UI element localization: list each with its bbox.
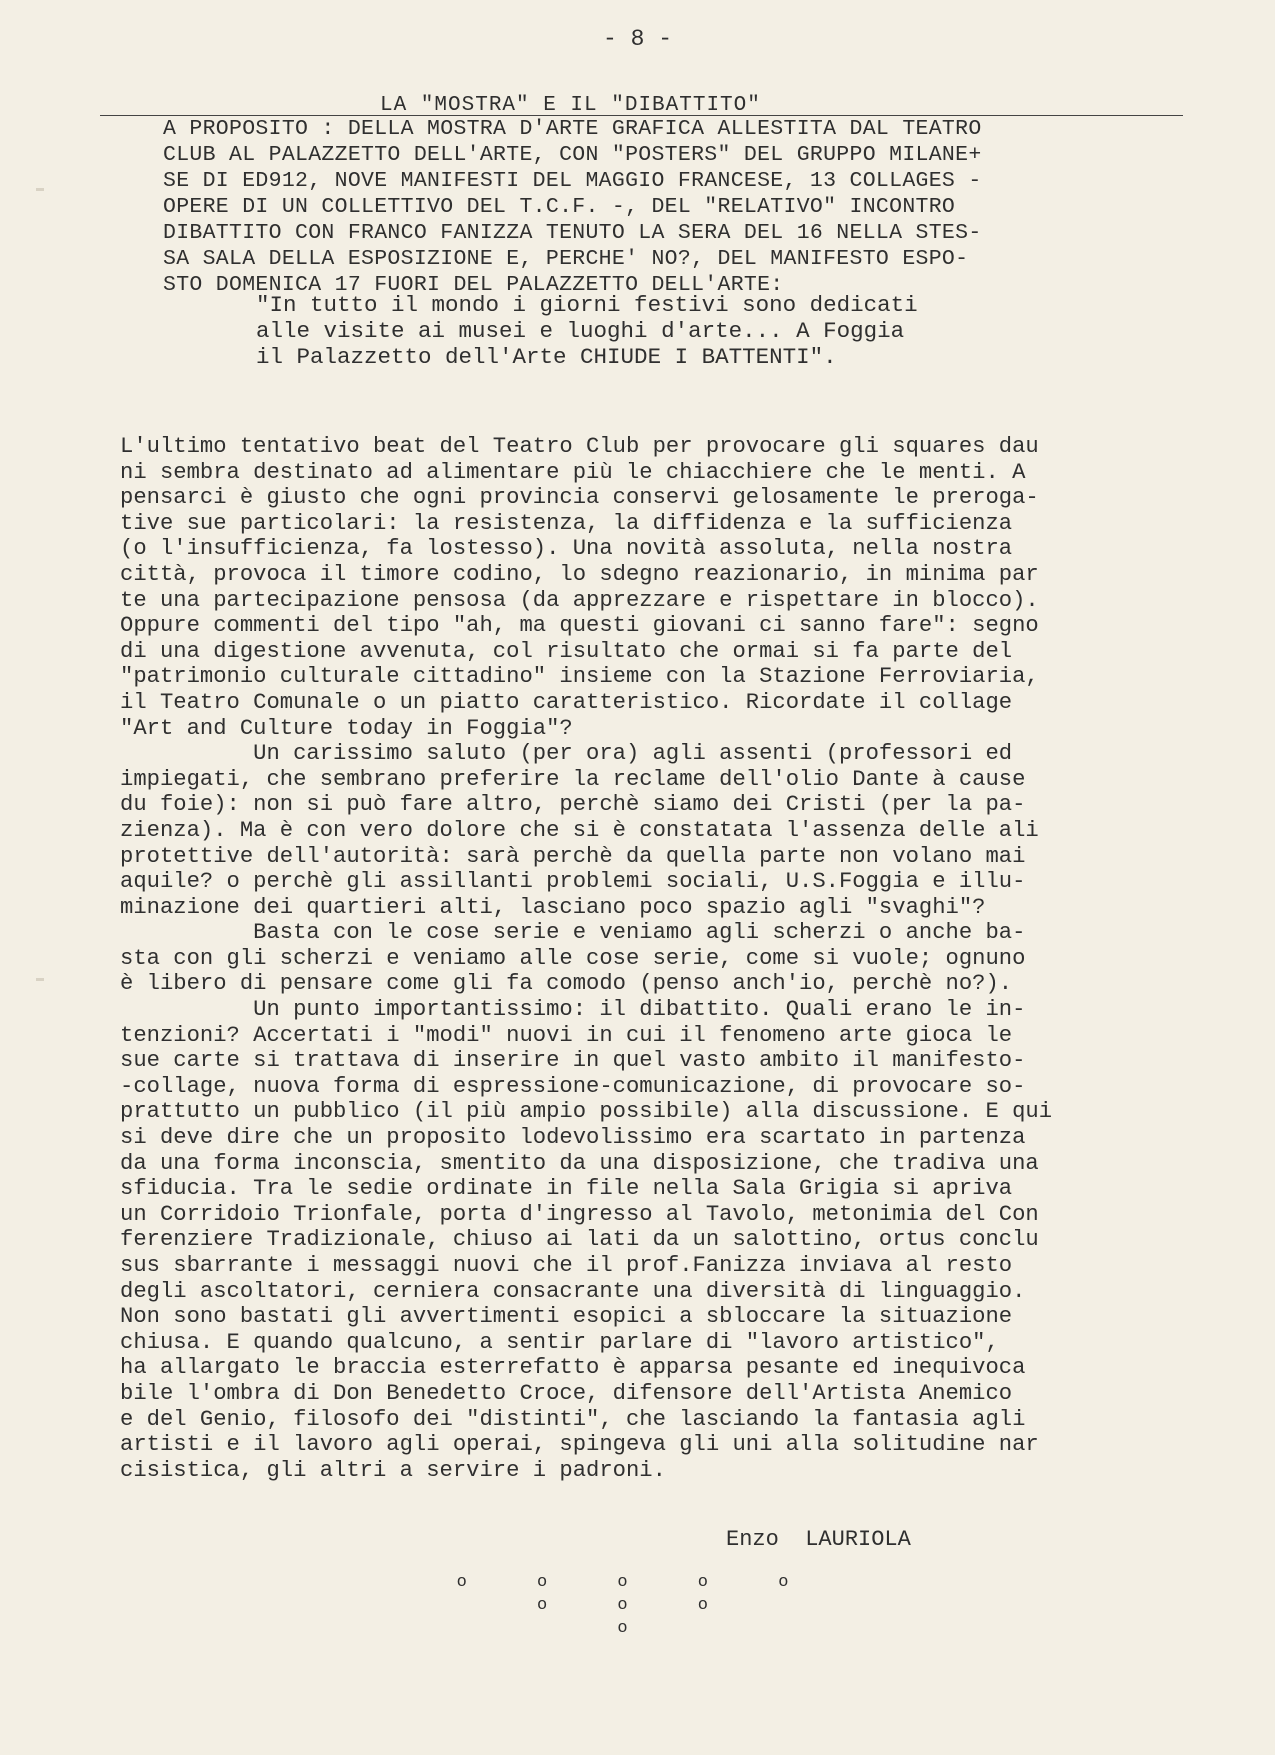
- body-line: degli ascoltatori, cerniera consacrante una diversità di linguaggio.: [120, 1278, 1026, 1304]
- body-line: artisti e il lavoro agli operai, spingeva gli uni alla solitudine nar: [120, 1432, 1039, 1458]
- intro-line: OPERE DI UN COLLETTIVO DEL T.C.F. -, DEL "RELATIVO" INCONTRO: [163, 195, 956, 219]
- body-line: pensarci è giusto che ogni provincia conservi gelosamente le preroga-: [120, 485, 1039, 511]
- body-line: protettive dell'autorità: sarà perchè da quella parte non volano mai: [120, 843, 1026, 869]
- quote-line: "In tutto il mondo i giorni festivi sono dedicati: [256, 292, 918, 318]
- body-line: impiegati, che sembrano preferire la reclame dell'olio Dante à cause: [120, 766, 1026, 792]
- body-line: di una digestione avvenuta, col risultato che ormai si fa parte del: [120, 638, 1013, 664]
- body-line: bile l'ombra di Don Benedetto Croce, difensore dell'Artista Anemico: [120, 1380, 1013, 1406]
- body-line: sfiducia. Tra le sedie ordinate in file nella Sala Grigia si apriva: [120, 1176, 1013, 1202]
- article-title: LA "MOSTRA" E IL "DIBATTITO": [380, 94, 761, 117]
- intro-line: CLUB AL PALAZZETTO DELL'ARTE, CON "POSTERS" DEL GRUPPO MILANE+: [163, 143, 982, 167]
- body-line: ha allargato le braccia esterrefatto è apparsa pesante ed inequivoca: [120, 1355, 1026, 1381]
- body-line: un Corridoio Trionfale, porta d'ingresso al Tavolo, metonimia del Con: [120, 1201, 1039, 1227]
- intro-line: A PROPOSITO : DELLA MOSTRA D'ARTE GRAFICA ALLESTITA DAL TEATRO: [163, 117, 982, 141]
- body-line: da una forma inconscia, smentito da una disposizione, che tradiva una: [120, 1150, 1039, 1176]
- body-line: è libero di pensare come gli fa comodo (penso anch'io, perchè no?).: [120, 971, 1013, 997]
- article-body: [120, 434, 1052, 1483]
- body-line: aquile? o perchè gli assillanti problemi sociali, U.S.Foggia e illu-: [120, 869, 1026, 895]
- body-line: sus sbarrante i messaggi nuovi che il prof.Fanizza inviava al resto: [120, 1253, 1013, 1278]
- body-line: -collage, nuova forma di espressione-comunicazione, di provocare so-: [120, 1073, 1026, 1099]
- body-line: chiusa. E quando qualcuno, a sentir parlare di "lavoro artistico",: [120, 1329, 999, 1355]
- body-line: tive sue particolari: la resistenza, la diffidenza e la sufficienza: [120, 510, 1013, 536]
- body-line: si deve dire che un proposito lodevolissimo era scartato in partenza: [120, 1125, 1026, 1151]
- body-line: Un carissimo saluto (per ora) agli assenti (professori ed: [120, 741, 1013, 767]
- body-line: e del Genio, filosofo dei "distinti", che lasciando la fantasia agli: [120, 1406, 1026, 1432]
- ornament-row: o: [617, 1619, 658, 1638]
- page-number: - 8 -: [602, 26, 672, 52]
- body-line: cisistica, gli altri a servire i padroni.: [120, 1457, 666, 1483]
- body-line: Oppure commenti del tipo "ah, ma questi giovani ci sanno fare": segno: [120, 613, 1039, 639]
- body-line: ni sembra destinato ad alimentare più le chiacchiere che le menti. A: [120, 459, 1026, 485]
- body-line: te una partecipazione pensosa (da apprezzare e rispettare in blocco).: [120, 587, 1039, 613]
- signature: Enzo LAURIOLA: [726, 1527, 911, 1552]
- body-line: tenzioni? Accertati i "modi" nuovi in cui il fenomeno arte gioca le: [120, 1022, 1013, 1048]
- punch-mark: [36, 188, 44, 191]
- ornament-row: o o o: [536, 1596, 738, 1615]
- body-line: Basta con le cose serie e veniamo agli scherzi o anche ba-: [120, 920, 1026, 946]
- body-line: "patrimonio culturale cittadino" insieme con la Stazione Ferroviaria,: [120, 664, 1039, 690]
- body-line: zienza). Ma è con vero dolore che si è constatata l'assenza delle ali: [120, 817, 1039, 843]
- body-line: il Teatro Comunale o un piatto caratteristico. Ricordate il collage: [120, 689, 1013, 715]
- body-line: sta con gli scherzi e veniamo alle cose serie, come si vuole; ognuno: [120, 945, 1026, 971]
- body-line: Non sono bastati gli avvertimenti esopici a sbloccare la situazione: [120, 1304, 1013, 1330]
- body-line: sue carte si trattava di inserire in quel vasto ambito il manifesto-: [120, 1048, 1026, 1074]
- body-line: "Art and Culture today in Foggia"?: [120, 715, 573, 741]
- body-line: du foie): non si può fare altro, perchè siamo dei Cristi (per la pa-: [120, 792, 1026, 818]
- body-line: prattutto un pubblico (il più ampio possibile) alla discussione. E qui: [120, 1099, 1053, 1125]
- body-line: Un punto importantissimo: il dibattito. Quali erano le in-: [120, 997, 1026, 1023]
- quote-line: il Palazzetto dell'Arte CHIUDE I BATTENTI".: [256, 344, 837, 370]
- intro-line: STO DOMENICA 17 FUORI DEL PALAZZETTO DELL'ARTE:: [163, 273, 784, 297]
- intro-block: [163, 116, 982, 298]
- intro-line: SA SALA DELLA ESPOSIZIONE E, PERCHE' NO?, DEL MANIFESTO ESPO-: [163, 247, 969, 271]
- body-line: città, provoca il timore codino, lo sdegno reazionario, in minima par: [120, 561, 1039, 587]
- quote-block: [256, 292, 918, 370]
- intro-line: DIBATTITO CON FRANCO FANIZZA TENUTO LA SERA DEL 16 NELLA STES-: [163, 221, 982, 245]
- intro-line: SE DI ED912, NOVE MANIFESTI DEL MAGGIO FRANCESE, 13 COLLAGES -: [163, 169, 982, 193]
- body-line: ferenziere Tradizionale, chiuso ai lati da un salottino, ortus conclu: [120, 1227, 1039, 1253]
- body-line: L'ultimo tentativo beat del Teatro Club per provocare gli squares dau: [120, 434, 1039, 459]
- body-line: (o l'insufficienza, fa lostesso). Una novità assoluta, nella nostra: [120, 536, 1013, 562]
- quote-line: alle visite ai musei e luoghi d'arte... A Foggia: [256, 318, 905, 344]
- punch-mark: [36, 978, 44, 981]
- body-line: minazione dei quartieri alti, lasciano poco spazio agli "svaghi"?: [120, 894, 986, 920]
- ornament-row: o o o o o: [456, 1573, 819, 1592]
